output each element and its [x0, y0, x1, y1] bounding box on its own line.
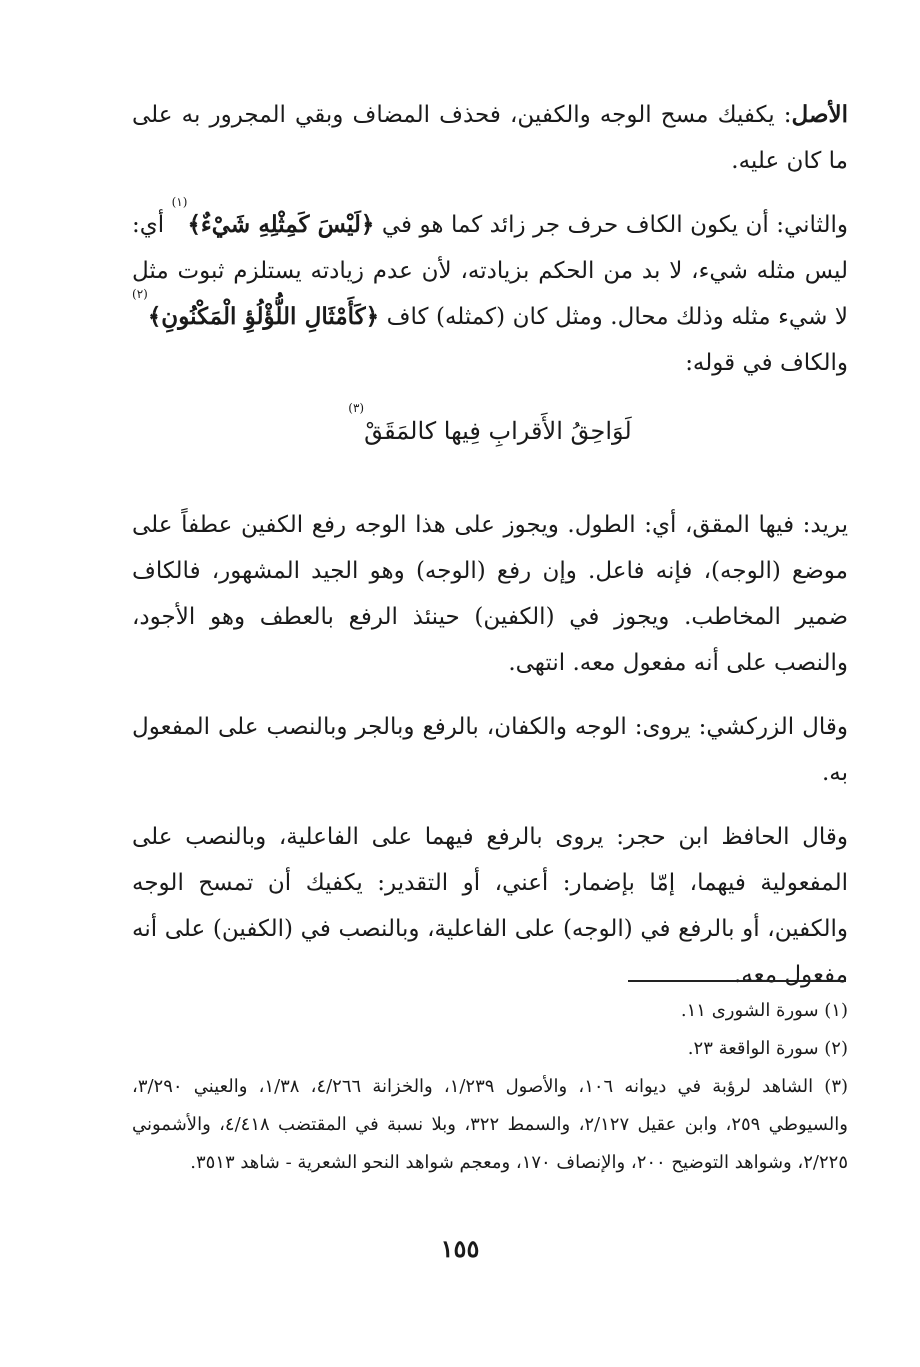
paragraph-1-text: : يكفيك مسح الوجه والكفين، فحذف المضاف وبقي المجرور به على ما كان عليه. [132, 102, 848, 174]
paragraph-2-text-c: والكاف في قوله: [685, 350, 848, 376]
paragraph-1-lead: الأصل [791, 101, 848, 128]
footnotes [132, 992, 848, 1182]
main-text [132, 92, 848, 998]
paragraph-1 [132, 92, 848, 184]
verse-text: لَوَاحِقُ الأَقرابِ فِيها كالمَقَقْ [364, 417, 632, 445]
quran-quote-1: ﴿لَيْسَ كَمِثْلِهِ شَيْءٌ﴾ [187, 211, 375, 238]
paragraph-2 [132, 195, 848, 386]
footnote-separator [628, 980, 846, 982]
footnote-ref-3: (٣) [348, 401, 365, 415]
paragraph-4: وقال الزركشي: يروى: الوجه والكفان، بالرفع وبالجر وبالنصب على المفعول به. [132, 714, 848, 786]
footnote-ref-1: (١) [171, 195, 188, 209]
poetry-verse [132, 401, 848, 454]
paragraph-2-text-b: أي: ليس مثله شيء، لا بد من الحكم بزيادته، لأن عدم زيادته يستلزم ثبوت مثل لا شيء مثله وذلك محال. ومثل كان (كمثله) كاف [132, 212, 848, 330]
footnote-1: (١) سورة الشورى ١١. [680, 1000, 848, 1021]
footnote-ref-2: (٢) [132, 287, 148, 301]
footnote-2: (٢) سورة الواقعة ٢٣. [687, 1038, 848, 1059]
paragraph-5: وقال الحافظ ابن حجر: يروى بالرفع فيهما على الفاعلية، وبالنصب على المفعولية فيهما، إمّا بإضمار: أعني، أو التقدير: يكفيك أن تمسح الوجه والكفين، أو بالرفع في (الوجه) على الفاعلية، وبالنصب في (الكفين) على أنه مفعول معه. [132, 824, 848, 988]
page-number: ١٥٥ [440, 1234, 480, 1263]
footnote-3: (٣) الشاهد لرؤبة في ديوانه ١٠٦، والأصول ١/٢٣٩، والخزانة ٤/٢٦٦، ١/٣٨، والعيني ٣/٢٩٠، والسيوطي ٢٥٩، وابن عقيل ٢/١٢٧، والسمط ٣٢٢، وبلا نسبة في المقتضب ٤/٤١٨، والأشموني ٢/٢٢٥، وشواهد التوضيح ٢٠٠، والإنصاف ١٧٠، ومعجم شواهد النحو الشعرية - شاهد ٣٥١٣. [132, 1076, 849, 1173]
paragraph-3: يريد: فيها المقق، أي: الطول. ويجوز على هذا الوجه رفع الكفين عطفاً على موضع (الوجه)، فإنه فاعل. وإن رفع (الوجه) وهو الجيد المشهور، فالكاف ضمير المخاطب. ويجوز في (الكفين) حينئذ الرفع بالعطف وهو الأجود، والنصب على أنه مفعول معه. انتهى. [132, 512, 848, 676]
paragraph-2-text-a: والثاني: أن يكون الكاف حرف جر زائد كما هو في [374, 212, 848, 238]
quran-quote-2: ﴿كَأَمْثَالِ اللُّؤْلُؤِ الْمَكْنُونِ﴾ [147, 303, 380, 330]
